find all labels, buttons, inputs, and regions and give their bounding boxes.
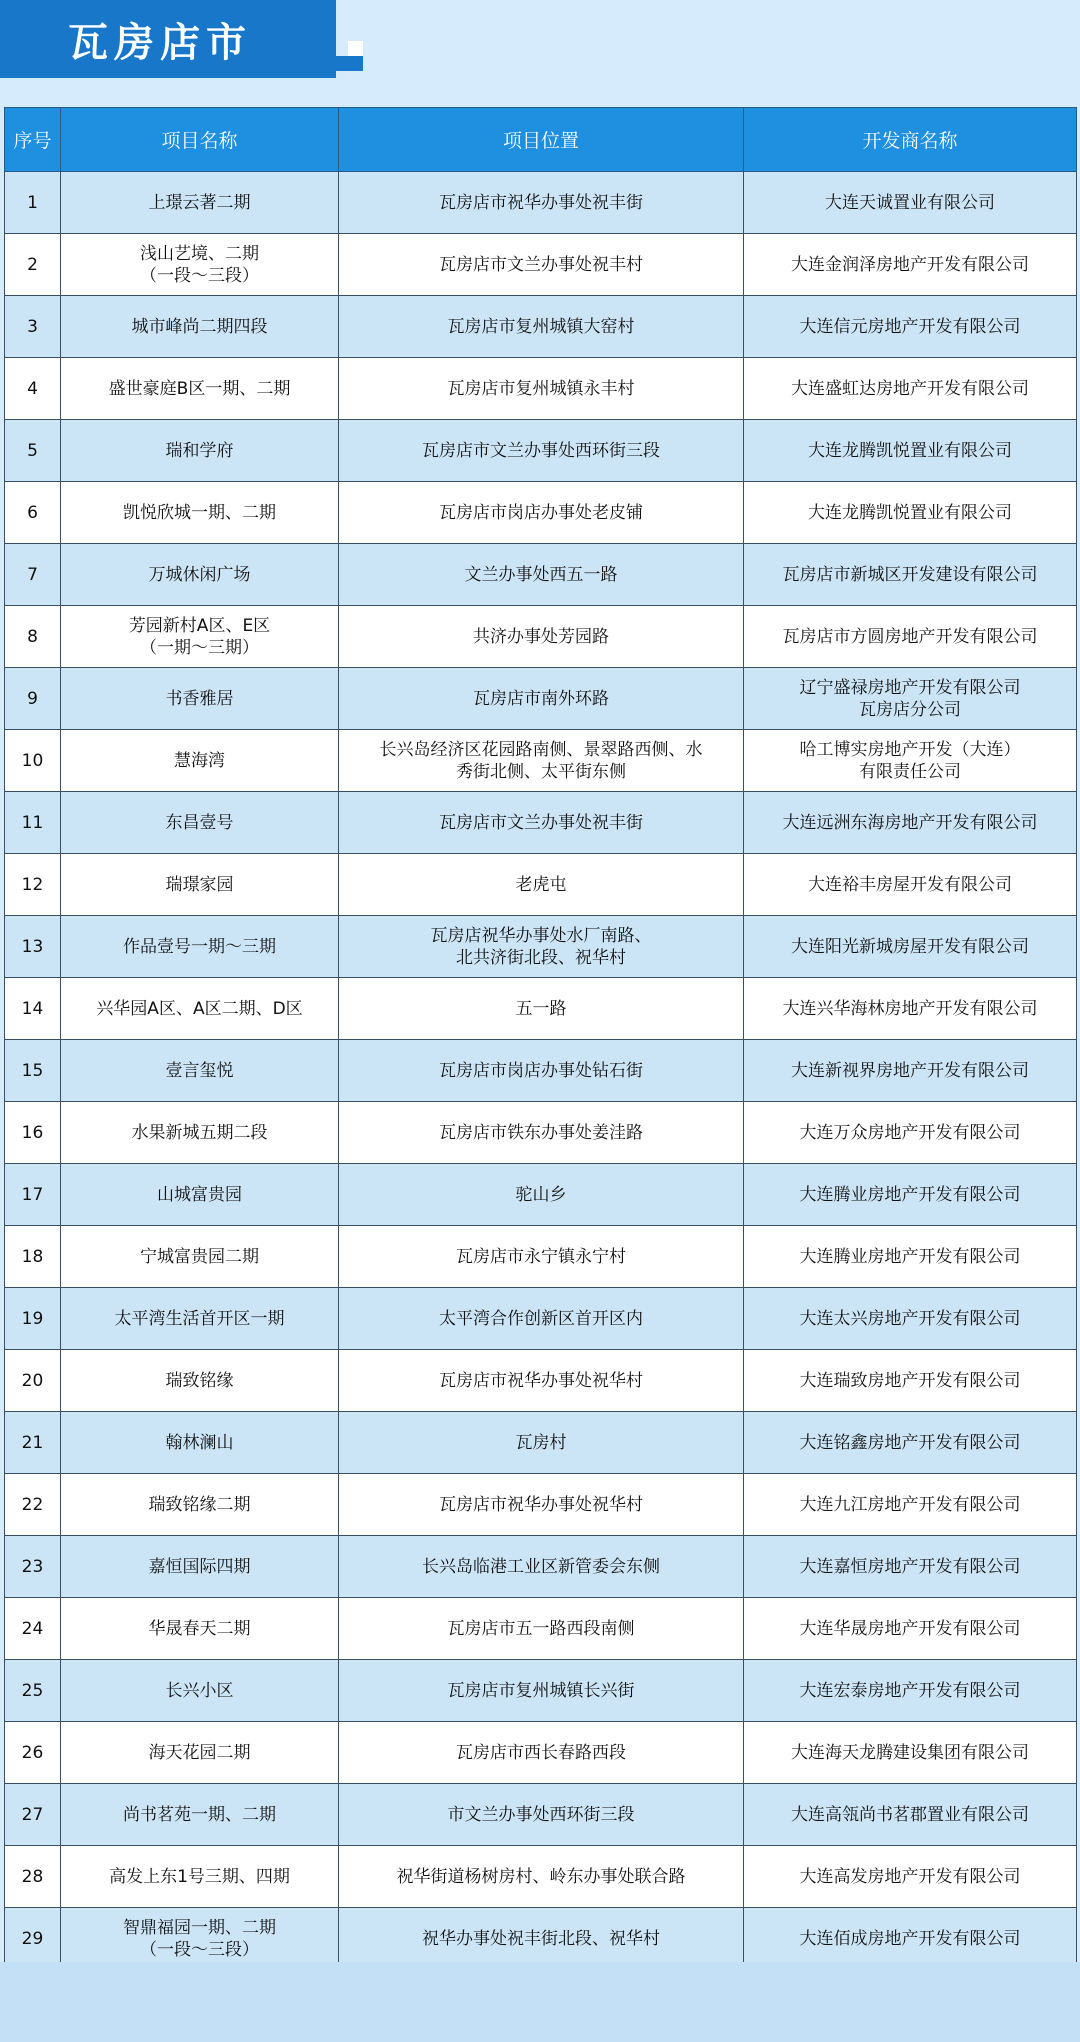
cell-project-name: 翰林澜山 — [61, 1412, 339, 1474]
cell-no: 24 — [5, 1598, 61, 1660]
table-row — [5, 854, 1077, 916]
cell-developer: 大连龙腾凯悦置业有限公司 — [744, 420, 1077, 482]
cell-project-name: 瑞致铭缘二期 — [61, 1474, 339, 1536]
cell-developer: 大连阳光新城房屋开发有限公司 — [744, 916, 1077, 978]
table-row — [5, 172, 1077, 234]
cell-no: 25 — [5, 1660, 61, 1722]
cell-developer: 瓦房店市方圆房地产开发有限公司 — [744, 606, 1077, 668]
cell-project-name: 书香雅居 — [61, 668, 339, 730]
table-row — [5, 606, 1077, 668]
cell-location: 瓦房店市岗店办事处老皮铺 — [339, 482, 744, 544]
cell-no: 15 — [5, 1040, 61, 1102]
table-row — [5, 978, 1077, 1040]
cell-location: 瓦房店市岗店办事处钻石街 — [339, 1040, 744, 1102]
table-row — [5, 1474, 1077, 1536]
cell-developer: 大连新视界房地产开发有限公司 — [744, 1040, 1077, 1102]
cell-developer: 大连高发房地产开发有限公司 — [744, 1846, 1077, 1908]
cell-project-name: 兴华园A区、A区二期、D区 — [61, 978, 339, 1040]
table-row — [5, 1784, 1077, 1846]
cell-project-name: 东昌壹号 — [61, 792, 339, 854]
cell-location: 瓦房店市复州城镇长兴街 — [339, 1660, 744, 1722]
cell-project-name: 芳园新村A区、E区 （一期～三期） — [61, 606, 339, 668]
decor-square — [348, 56, 363, 71]
footer-band — [0, 1962, 1080, 2042]
cell-developer: 大连信元房地产开发有限公司 — [744, 296, 1077, 358]
cell-developer: 大连天诚置业有限公司 — [744, 172, 1077, 234]
cell-location: 瓦房店市复州城镇永丰村 — [339, 358, 744, 420]
table-row — [5, 1660, 1077, 1722]
cell-developer: 哈工博实房地产开发（大连） 有限责任公司 — [744, 730, 1077, 792]
cell-developer: 大连盛虹达房地产开发有限公司 — [744, 358, 1077, 420]
column-header-name: 项目名称 — [61, 108, 339, 172]
cell-location: 瓦房店市文兰办事处祝丰街 — [339, 792, 744, 854]
cell-developer: 大连海天龙腾建设集团有限公司 — [744, 1722, 1077, 1784]
table-row — [5, 1412, 1077, 1474]
table-row — [5, 234, 1077, 296]
cell-no: 4 — [5, 358, 61, 420]
cell-location: 五一路 — [339, 978, 744, 1040]
table-row — [5, 1102, 1077, 1164]
cell-project-name: 万城休闲广场 — [61, 544, 339, 606]
table-row — [5, 792, 1077, 854]
cell-location: 祝华街道杨树房村、岭东办事处联合路 — [339, 1846, 744, 1908]
cell-location: 瓦房店市文兰办事处祝丰村 — [339, 234, 744, 296]
cell-developer: 大连裕丰房屋开发有限公司 — [744, 854, 1077, 916]
cell-developer: 大连太兴房地产开发有限公司 — [744, 1288, 1077, 1350]
table-row — [5, 1350, 1077, 1412]
cell-location: 共济办事处芳园路 — [339, 606, 744, 668]
cell-no: 13 — [5, 916, 61, 978]
cell-developer: 大连兴华海林房地产开发有限公司 — [744, 978, 1077, 1040]
cell-project-name: 城市峰尚二期四段 — [61, 296, 339, 358]
cell-no: 20 — [5, 1350, 61, 1412]
cell-developer: 大连龙腾凯悦置业有限公司 — [744, 482, 1077, 544]
cell-no: 8 — [5, 606, 61, 668]
cell-no: 21 — [5, 1412, 61, 1474]
cell-no: 11 — [5, 792, 61, 854]
cell-no: 28 — [5, 1846, 61, 1908]
cell-no: 16 — [5, 1102, 61, 1164]
table-row — [5, 1598, 1077, 1660]
cell-project-name: 嘉恒国际四期 — [61, 1536, 339, 1598]
table-row — [5, 420, 1077, 482]
cell-no: 23 — [5, 1536, 61, 1598]
table-header-row — [5, 108, 1077, 172]
cell-no: 26 — [5, 1722, 61, 1784]
cell-location: 瓦房村 — [339, 1412, 744, 1474]
table-row — [5, 916, 1077, 978]
table-row — [5, 730, 1077, 792]
cell-location: 市文兰办事处西环街三段 — [339, 1784, 744, 1846]
cell-no: 19 — [5, 1288, 61, 1350]
cell-project-name: 太平湾生活首开区一期 — [61, 1288, 339, 1350]
decor-square — [348, 41, 363, 56]
cell-project-name: 高发上东1号三期、四期 — [61, 1846, 339, 1908]
cell-developer: 瓦房店市新城区开发建设有限公司 — [744, 544, 1077, 606]
cell-no: 10 — [5, 730, 61, 792]
column-header-location: 项目位置 — [339, 108, 744, 172]
cell-no: 18 — [5, 1226, 61, 1288]
cell-project-name: 智鼎福园一期、二期 （一段～三段） — [61, 1908, 339, 1970]
cell-developer: 大连腾业房地产开发有限公司 — [744, 1226, 1077, 1288]
cell-developer: 大连金润泽房地产开发有限公司 — [744, 234, 1077, 296]
cell-developer: 大连嘉恒房地产开发有限公司 — [744, 1536, 1077, 1598]
cell-no: 27 — [5, 1784, 61, 1846]
table-row — [5, 1040, 1077, 1102]
cell-project-name: 浅山艺境、二期 （一段～三段） — [61, 234, 339, 296]
cell-location: 瓦房店市祝华办事处祝华村 — [339, 1350, 744, 1412]
cell-project-name: 慧海湾 — [61, 730, 339, 792]
project-table — [4, 107, 1077, 1970]
table-row — [5, 1722, 1077, 1784]
cell-developer: 大连铭鑫房地产开发有限公司 — [744, 1412, 1077, 1474]
cell-location: 长兴岛经济区花园路南侧、景翠路西侧、水 秀街北侧、太平街东侧 — [339, 730, 744, 792]
cell-project-name: 瑞和学府 — [61, 420, 339, 482]
decor-square — [333, 56, 348, 71]
table-row — [5, 668, 1077, 730]
cell-project-name: 盛世豪庭B区一期、二期 — [61, 358, 339, 420]
cell-project-name: 上璟云著二期 — [61, 172, 339, 234]
cell-location: 祝华办事处祝丰街北段、祝华村 — [339, 1908, 744, 1970]
page-title-banner — [0, 0, 336, 78]
cell-location: 瓦房店市文兰办事处西环街三段 — [339, 420, 744, 482]
cell-location: 驼山乡 — [339, 1164, 744, 1226]
table-row — [5, 1536, 1077, 1598]
cell-location: 瓦房店市西长春路西段 — [339, 1722, 744, 1784]
cell-no: 5 — [5, 420, 61, 482]
cell-location: 太平湾合作创新区首开区内 — [339, 1288, 744, 1350]
cell-project-name: 华晟春天二期 — [61, 1598, 339, 1660]
table-row — [5, 296, 1077, 358]
cell-developer: 大连远洲东海房地产开发有限公司 — [744, 792, 1077, 854]
cell-developer: 大连万众房地产开发有限公司 — [744, 1102, 1077, 1164]
cell-developer: 大连腾业房地产开发有限公司 — [744, 1164, 1077, 1226]
cell-developer: 大连瑞致房地产开发有限公司 — [744, 1350, 1077, 1412]
cell-location: 瓦房店祝华办事处水厂南路、 北共济街北段、祝华村 — [339, 916, 744, 978]
page-title: 瓦房店市 — [68, 19, 252, 66]
table-row — [5, 1846, 1077, 1908]
table-row — [5, 1164, 1077, 1226]
cell-project-name: 凯悦欣城一期、二期 — [61, 482, 339, 544]
cell-developer: 大连佰成房地产开发有限公司 — [744, 1908, 1077, 1970]
cell-project-name: 宁城富贵园二期 — [61, 1226, 339, 1288]
cell-project-name: 壹言玺悦 — [61, 1040, 339, 1102]
cell-no: 12 — [5, 854, 61, 916]
cell-location: 瓦房店市五一路西段南侧 — [339, 1598, 744, 1660]
cell-no: 1 — [5, 172, 61, 234]
cell-no: 17 — [5, 1164, 61, 1226]
cell-location: 瓦房店市复州城镇大窑村 — [339, 296, 744, 358]
cell-location: 瓦房店市永宁镇永宁村 — [339, 1226, 744, 1288]
cell-no: 9 — [5, 668, 61, 730]
cell-location: 老虎屯 — [339, 854, 744, 916]
cell-project-name: 山城富贵园 — [61, 1164, 339, 1226]
cell-location: 文兰办事处西五一路 — [339, 544, 744, 606]
column-header-no: 序号 — [5, 108, 61, 172]
cell-location: 瓦房店市南外环路 — [339, 668, 744, 730]
cell-location: 长兴岛临港工业区新管委会东侧 — [339, 1536, 744, 1598]
table-body — [5, 172, 1077, 1970]
cell-no: 2 — [5, 234, 61, 296]
table-row — [5, 358, 1077, 420]
cell-project-name: 作品壹号一期～三期 — [61, 916, 339, 978]
decor-square — [318, 41, 333, 56]
cell-project-name: 海天花园二期 — [61, 1722, 339, 1784]
project-table-container — [4, 107, 1076, 1970]
cell-no: 6 — [5, 482, 61, 544]
cell-developer: 大连宏泰房地产开发有限公司 — [744, 1660, 1077, 1722]
column-header-developer: 开发商名称 — [744, 108, 1077, 172]
cell-developer: 大连九江房地产开发有限公司 — [744, 1474, 1077, 1536]
cell-location: 瓦房店市祝华办事处祝华村 — [339, 1474, 744, 1536]
cell-location: 瓦房店市祝华办事处祝丰街 — [339, 172, 744, 234]
cell-developer: 辽宁盛禄房地产开发有限公司 瓦房店分公司 — [744, 668, 1077, 730]
cell-project-name: 水果新城五期二段 — [61, 1102, 339, 1164]
table-row — [5, 1288, 1077, 1350]
table-row — [5, 1908, 1077, 1970]
cell-project-name: 瑞璟家园 — [61, 854, 339, 916]
cell-project-name: 尚书茗苑一期、二期 — [61, 1784, 339, 1846]
table-row — [5, 482, 1077, 544]
cell-developer: 大连高瓴尚书茗郡置业有限公司 — [744, 1784, 1077, 1846]
cell-no: 29 — [5, 1908, 61, 1970]
cell-developer: 大连华晟房地产开发有限公司 — [744, 1598, 1077, 1660]
cell-no: 7 — [5, 544, 61, 606]
cell-no: 22 — [5, 1474, 61, 1536]
table-row — [5, 544, 1077, 606]
cell-no: 14 — [5, 978, 61, 1040]
table-row — [5, 1226, 1077, 1288]
cell-no: 3 — [5, 296, 61, 358]
cell-location: 瓦房店市铁东办事处姜洼路 — [339, 1102, 744, 1164]
cell-project-name: 瑞致铭缘 — [61, 1350, 339, 1412]
cell-project-name: 长兴小区 — [61, 1660, 339, 1722]
